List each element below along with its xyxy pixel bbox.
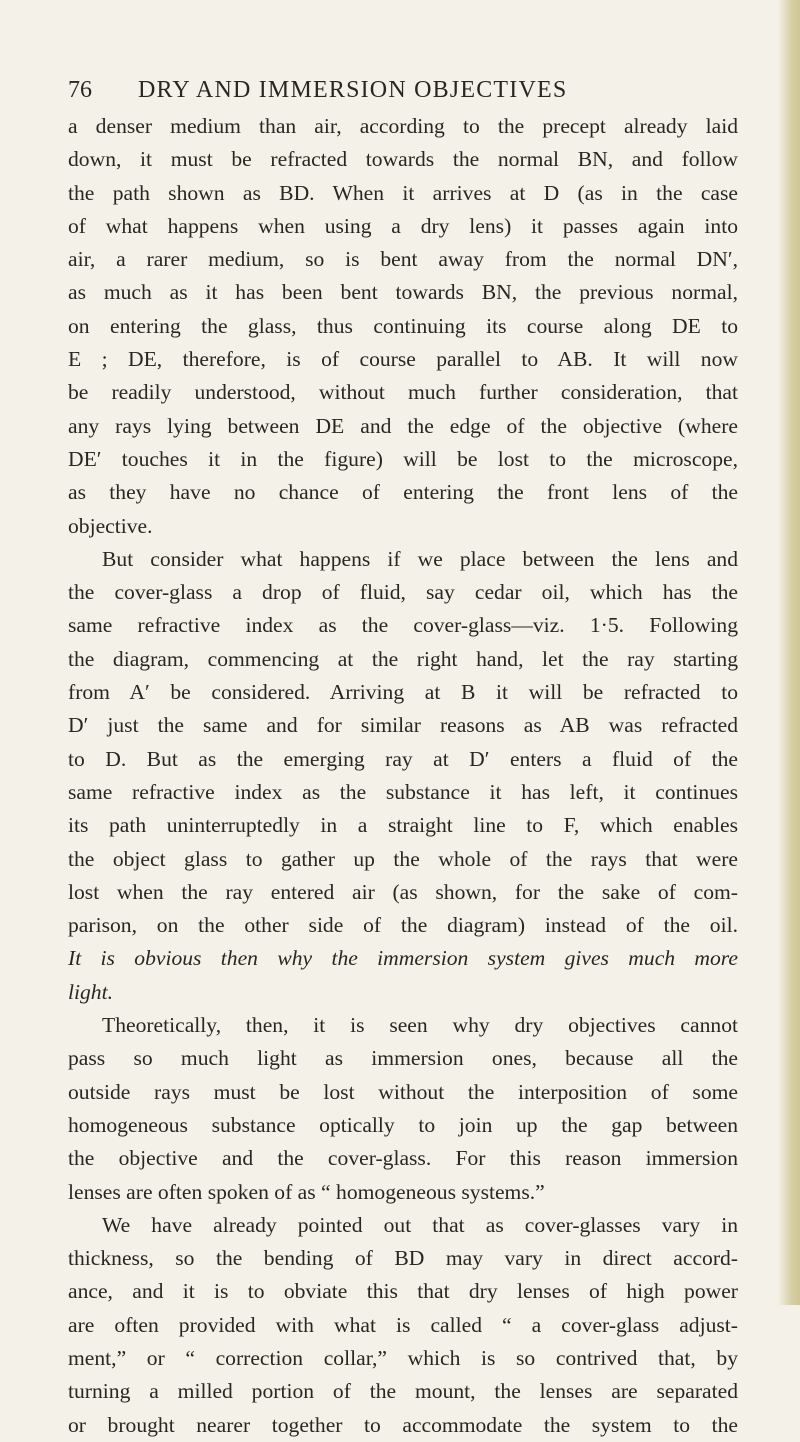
text-line: ance, and it is to obviate this that dry lenses of high power (68, 1279, 738, 1304)
text-line: the object glass to gather up the whole of the rays that were (68, 846, 738, 871)
text-line: parison, on the other side of the diagram) instead of the oil. (68, 913, 738, 938)
text-line: of what happens when using a dry lens) it passes again into (68, 213, 738, 238)
text-line: any rays lying between DE and the edge of the objective (where (68, 413, 738, 438)
text-line: a denser medium than air, according to the precept already laid (68, 114, 738, 138)
page-edge-shadow (778, 0, 800, 1305)
text-line: We have already pointed out that as cover-glasses vary in (102, 1212, 738, 1237)
text-line: as they have no chance of entering the front lens of the (68, 480, 738, 505)
text-line: objective. (68, 513, 153, 538)
text-line: lenses are often spoken of as “ homogeneous systems.” (68, 1179, 545, 1204)
text-line: ment,” or “ correction collar,” which is so contrived that, by (68, 1345, 738, 1370)
text-line: DE′ touches it in the figure) will be lost to the microscope, (68, 446, 738, 471)
text-line: light. (68, 979, 113, 1004)
text-line: its path uninterruptedly in a straight line to F, which enables (68, 813, 738, 838)
text-line: Theoretically, then, it is seen why dry objectives cannot (102, 1013, 738, 1038)
text-line: the path shown as BD. When it arrives at D (as in the case (68, 180, 738, 205)
text-line: the cover-glass a drop of fluid, say cedar oil, which has the (68, 580, 738, 605)
text-line: same refractive index as the cover-glass—viz. 1·5. Following (68, 613, 738, 638)
text-line: lost when the ray entered air (as shown, for the sake of com- (68, 879, 738, 904)
text-line: the diagram, commencing at the right hand, let the ray starting (68, 646, 738, 671)
text-line: are often provided with what is called “ a cover-glass adjust- (68, 1312, 738, 1337)
text-line: same refractive index as the substance it has left, it continues (68, 779, 738, 804)
text-line: or brought nearer together to accommodate the system to the (68, 1412, 738, 1437)
running-title: DRY AND IMMERSION OBJECTIVES (138, 77, 568, 103)
text-line: outside rays must be lost without the interposition of some (68, 1079, 738, 1104)
text-line: from A′ be considered. Arriving at B it will be refracted to (68, 680, 738, 705)
text-line: the objective and the cover-glass. For this reason immersion (68, 1146, 738, 1171)
text-line: to D. But as the emerging ray at D′ enters a fluid of the (68, 746, 738, 771)
text-line: It is obvious then why the immersion system gives much more (68, 946, 738, 971)
text-line: down, it must be refracted towards the normal BN, and follow (68, 147, 738, 172)
page-number: 76 (68, 77, 92, 103)
text-line: as much as it has been bent towards BN, the previous normal, (68, 280, 738, 305)
body-text (68, 110, 738, 1442)
running-header (68, 76, 738, 104)
text-line: D′ just the same and for similar reasons as AB was refracted (68, 713, 738, 738)
text-line: thickness, so the bending of BD may vary in direct accord- (68, 1246, 738, 1271)
text-line: pass so much light as immersion ones, because all the (68, 1046, 738, 1071)
text-line: But consider what happens if we place between the lens and (102, 546, 738, 571)
text-line: air, a rarer medium, so is bent away from the normal DN′, (68, 247, 738, 272)
text-line: be readily understood, without much further consideration, that (68, 380, 738, 405)
text-line: turning a milled portion of the mount, the lenses are separated (68, 1379, 738, 1404)
text-line: homogeneous substance optically to join up the gap between (68, 1112, 738, 1137)
text-line: E ; DE, therefore, is of course parallel to AB. It will now (68, 347, 738, 372)
text-line: on entering the glass, thus continuing its course along DE to (68, 313, 738, 338)
